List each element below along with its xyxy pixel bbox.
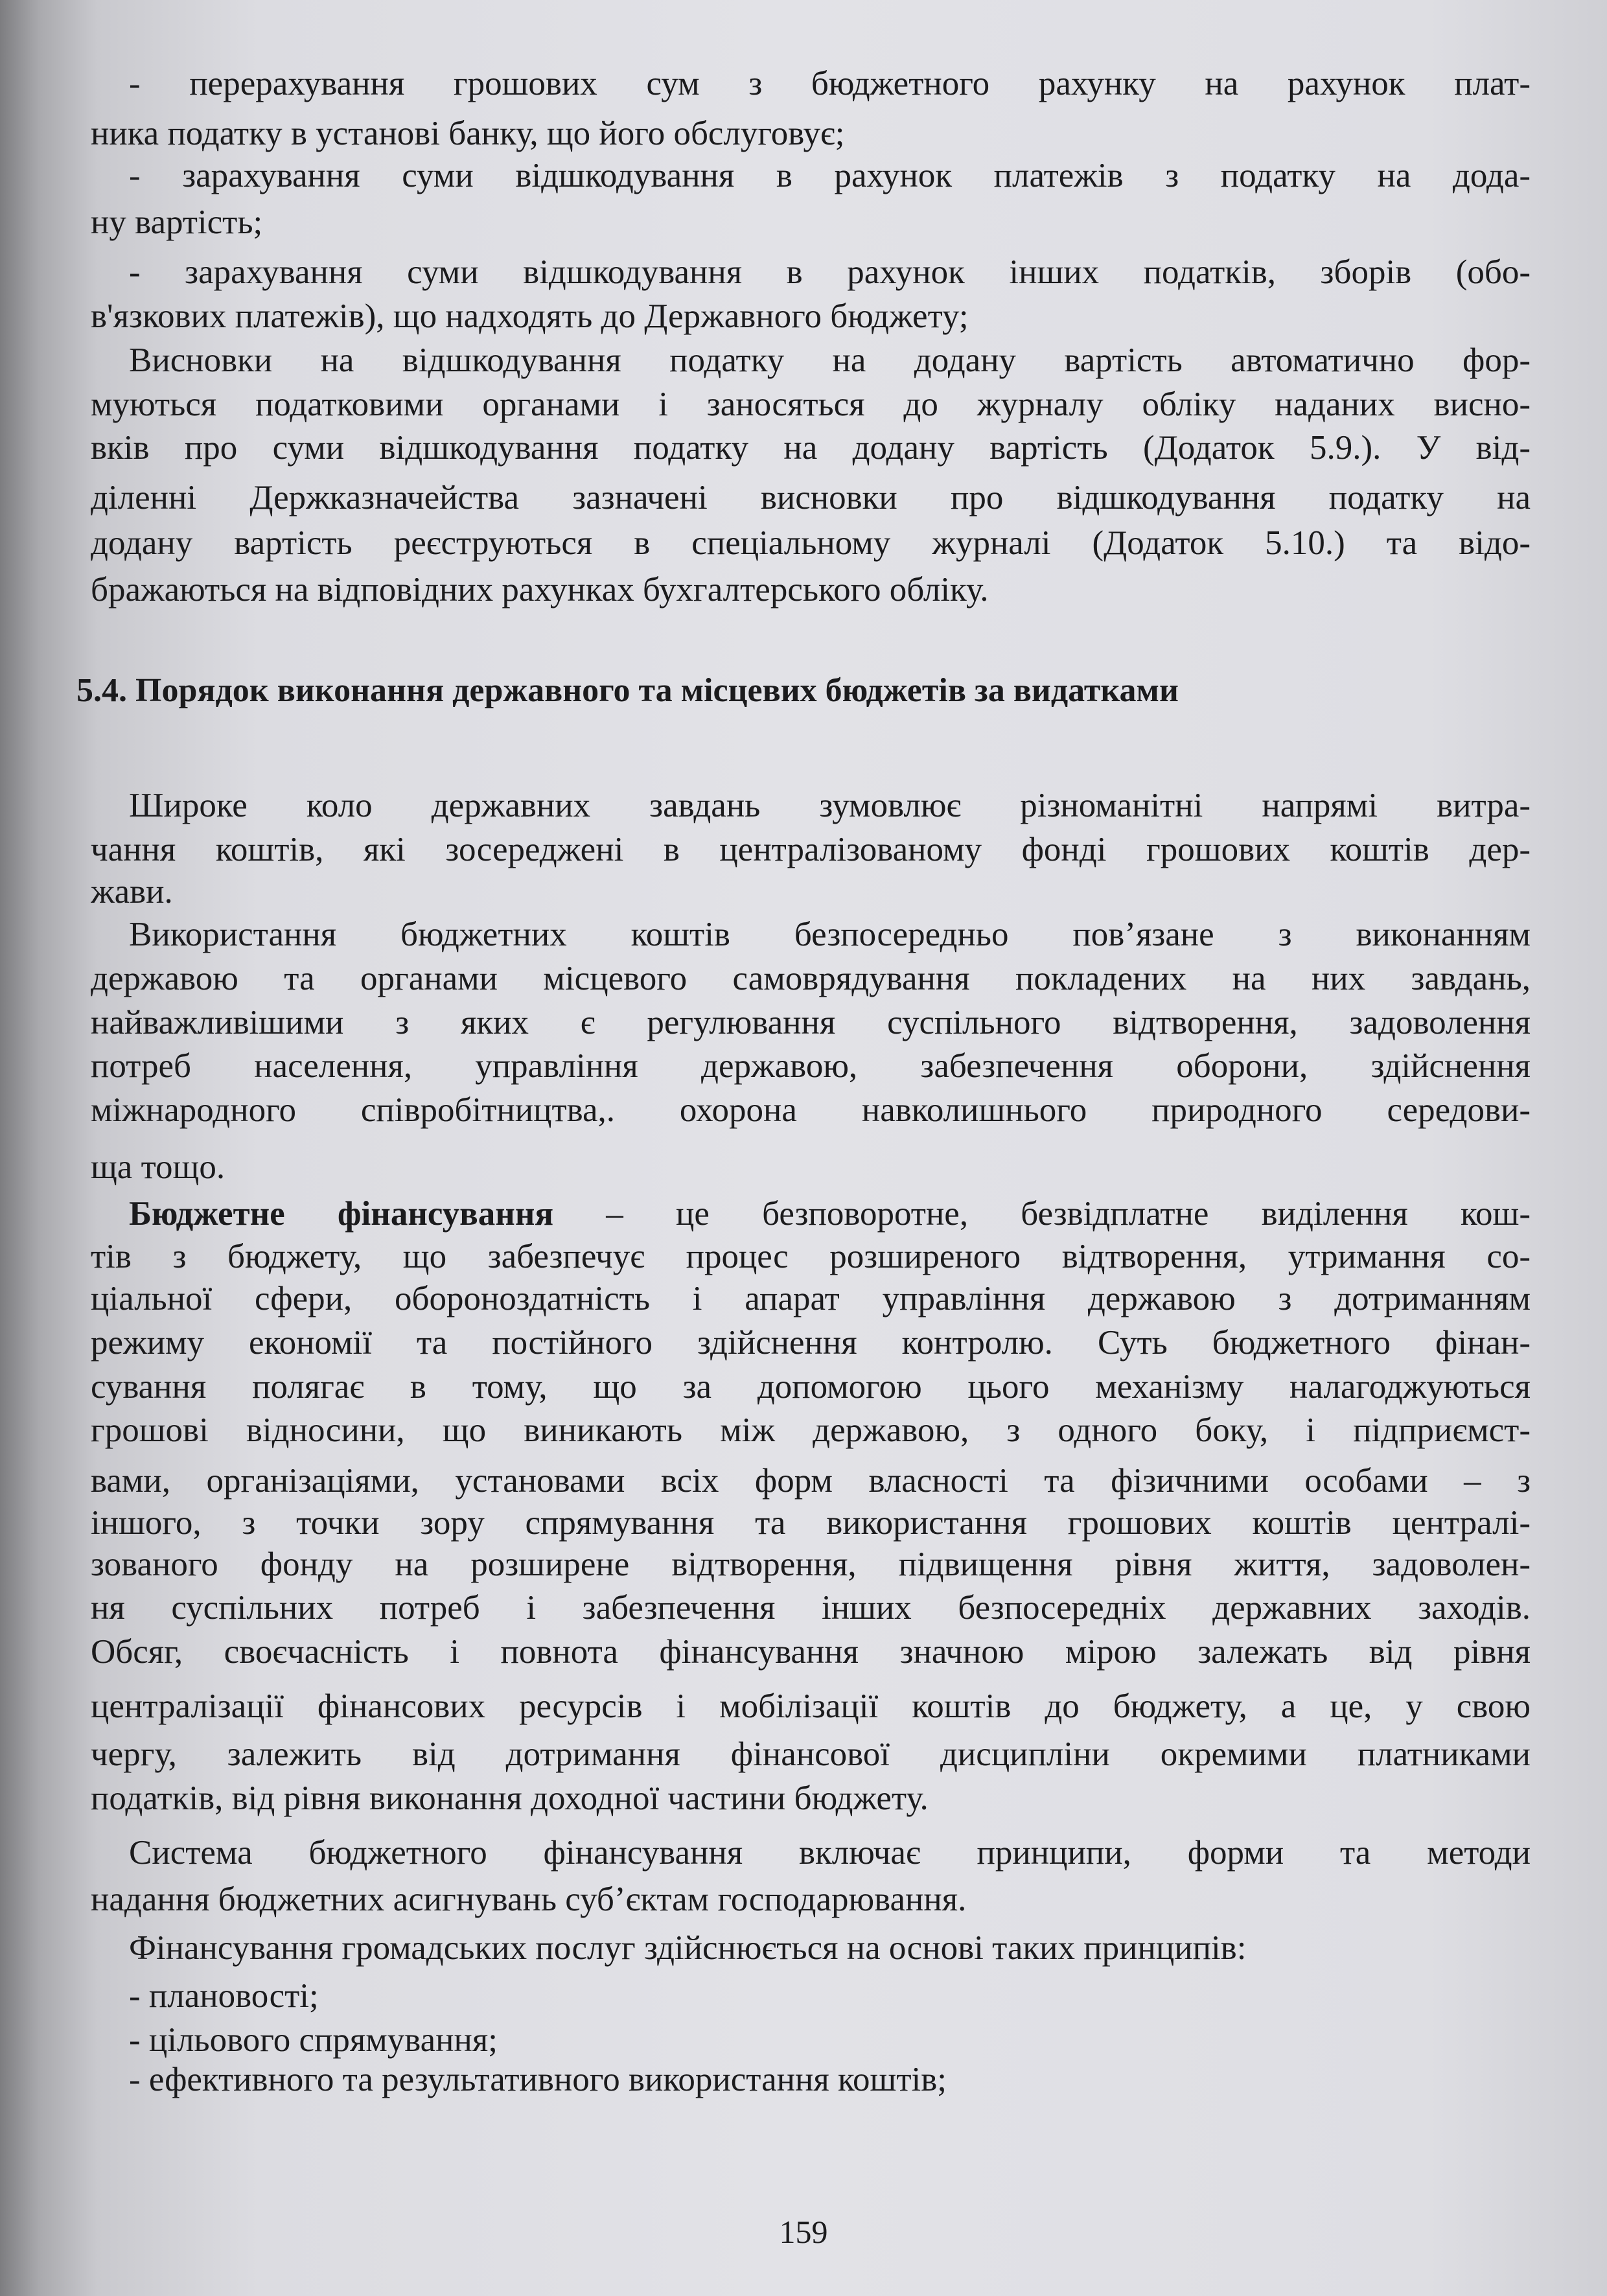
- text-line: бражаються на відповідних рахунках бухгалтерського обліку.: [91, 571, 989, 609]
- text-line: чергу, залежить від дотримання фінансової дисципліни окремими платниками: [91, 1735, 1531, 1773]
- text-line: Обсяг, своєчасність і повнота фінансування значною мірою залежать від рівня: [91, 1633, 1531, 1671]
- list-item: - ефективного та результативного використання коштів;: [129, 2061, 947, 2098]
- text-line: Широке коло державних завдань зумовлює різноманітні напрямі витра-: [129, 787, 1531, 824]
- text-line-rest: – це безповоротне, безвідплатне виділення кош-: [553, 1195, 1531, 1233]
- text-line: - перерахування грошових сум з бюджетного рахунку на рахунок плат-: [129, 65, 1531, 102]
- text-line: найважливішими з яких є регулювання суспільного відтворення, задоволення: [91, 1004, 1531, 1041]
- text-line: тів з бюджету, що забезпечує процес розширеного відтворення, утримання со-: [91, 1238, 1531, 1275]
- text-line: Система бюджетного фінансування включає принципи, форми та методи: [129, 1834, 1531, 1872]
- text-line: додану вартість реєструються в спеціальному журналі (Додаток 5.10.) та відо-: [91, 524, 1531, 562]
- text-line: грошові відносини, що виникають між державою, з одного боку, і підприємст-: [91, 1411, 1531, 1449]
- text-line: ща тощо.: [91, 1148, 225, 1186]
- text-line: [129, 1190, 1531, 1237]
- text-line: - зарахування суми відшкодування в рахунок платежів з податку на дода-: [129, 157, 1531, 194]
- list-item: - цільового спрямування;: [129, 2021, 498, 2059]
- text-line: вків про суми відшкодування податку на додану вартість (Додаток 5.9.). У від-: [91, 429, 1531, 467]
- text-line: державою та органами місцевого самоврядування покладених на них завдань,: [91, 960, 1531, 997]
- text-line: ника податку в установі банку, що його обслуговує;: [91, 115, 845, 152]
- text-line: ня суспільних потреб і забезпечення інших безпосередніх державних заходів.: [91, 1589, 1531, 1627]
- text-line: - зарахування суми відшкодування в рахунок інших податків, зборів (обо-: [129, 253, 1531, 291]
- text-line: діленні Держказначейства зазначені висновки про відшкодування податку на: [91, 479, 1531, 516]
- text-line: Висновки на відшкодування податку на додану вартість автоматично фор-: [129, 342, 1531, 379]
- text-line: муються податковими органами і заносяться до журналу обліку наданих висно-: [91, 386, 1531, 423]
- text-line: потреб населення, управління державою, забезпечення оборони, здійснення: [91, 1047, 1531, 1085]
- text-line: Фінансування громадських послуг здійснюється на основі таких принципів:: [129, 1929, 1247, 1967]
- bold-term: Бюджетне фінансування: [129, 1195, 554, 1233]
- page-number: 159: [779, 2214, 828, 2250]
- text-line: чання коштів, які зосереджені в централізованому фонді грошових коштів дер-: [91, 831, 1531, 868]
- text-line: режиму економії та постійного здійснення контролю. Суть бюджетного фінан-: [91, 1324, 1531, 1362]
- section-heading: 5.4. Порядок виконання державного та місцевих бюджетів за видатками: [76, 672, 1179, 709]
- text-line: надання бюджетних асигнувань суб’єктам господарювання.: [91, 1881, 967, 1918]
- text-line: сування полягає в тому, що за допомогою цього механізму налагоджуються: [91, 1368, 1531, 1406]
- list-item: - плановості;: [129, 1977, 319, 2015]
- text-line: ну вартість;: [91, 203, 263, 241]
- text-line: зованого фонду на розширене відтворення, підвищення рівня життя, задоволен-: [91, 1546, 1531, 1583]
- text-line: ціальної сфери, обороноздатність і апарат управління державою з дотриманням: [91, 1280, 1531, 1317]
- text-line: податків, від рівня виконання доходної частини бюджету.: [91, 1780, 929, 1817]
- text-line: іншого, з точки зору спрямування та використання грошових коштів централі-: [91, 1504, 1531, 1542]
- text-line: централізації фінансових ресурсів і мобілізації коштів до бюджету, а це, у свою: [91, 1687, 1531, 1725]
- text-line: в'язкових платежів), що надходять до Державного бюджету;: [91, 297, 969, 335]
- text-line: вами, організаціями, установами всіх форм власності та фізичними особами – з: [91, 1462, 1531, 1500]
- text-line: Використання бюджетних коштів безпосередньо пов’язане з виконанням: [129, 916, 1531, 953]
- text-line: жави.: [91, 873, 173, 910]
- text-line: міжнародного співробітництва,. охорона навколишнього природного середови-: [91, 1091, 1531, 1129]
